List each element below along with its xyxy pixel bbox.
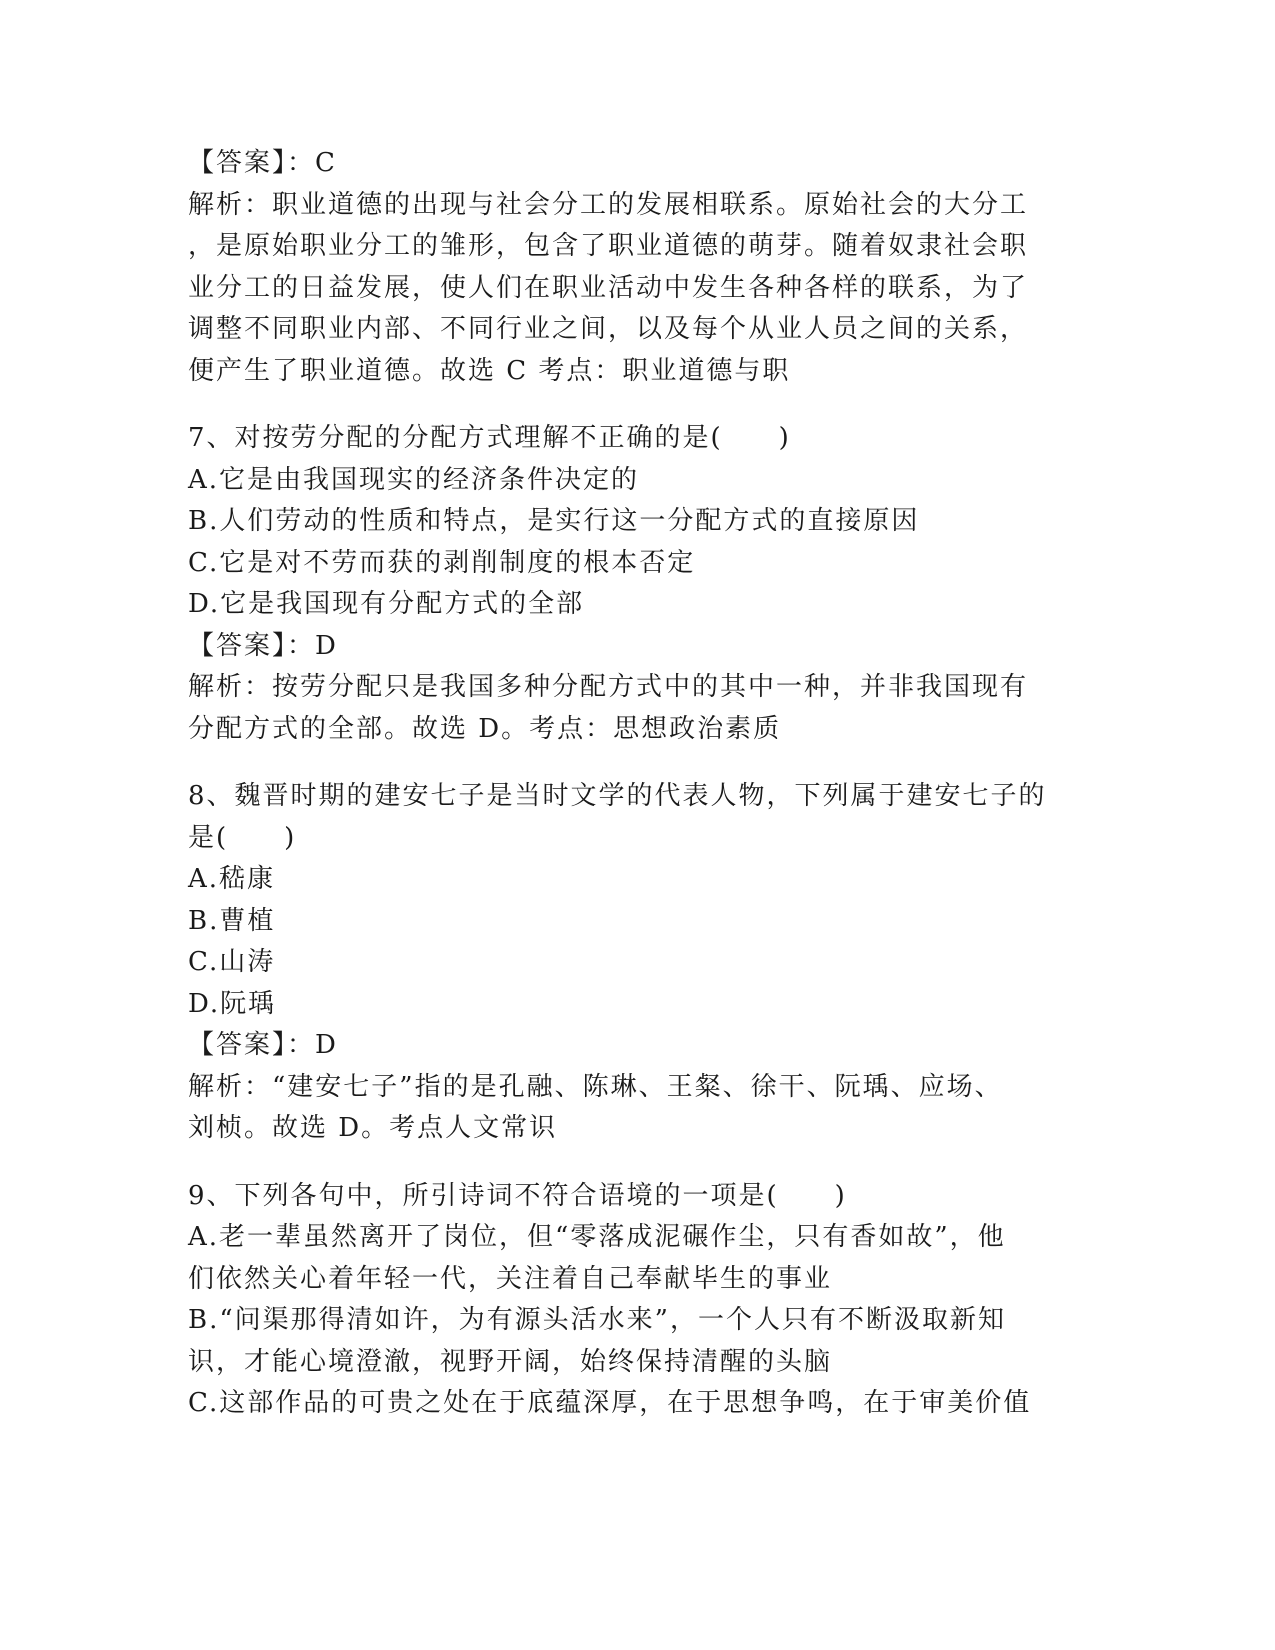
document-body [188, 143, 1088, 1425]
option-b: B.“问渠那得清如许，为有源头活水来”，一个人只有不断汲取新知 [188, 1305, 1006, 1335]
option-a: A.嵇康 [188, 864, 276, 894]
explanation-line: 刘桢。故选 D。考点人文常识 [188, 1113, 558, 1143]
answer-line: 【答案】：D [188, 1030, 338, 1060]
question-7-block [188, 418, 1088, 750]
option-a-continued: 们依然关心着年轻一代，关注着自己奉献毕生的事业 [188, 1263, 833, 1294]
explanation-line: 分配方式的全部。故选 D。考点：思想政治素质 [188, 713, 782, 744]
option-a: A.它是由我国现实的经济条件决定的 [188, 464, 640, 495]
question-stem: 8、魏晋时期的建安七子是当时文学的代表人物，下列属于建安七子的 [188, 781, 1047, 811]
section-gap [188, 1150, 1088, 1176]
explanation-line: 业分工的日益发展，使人们在职业活动中发生各种各样的联系，为了 [188, 272, 1029, 303]
explanation-line: 便产生了职业道德。故选 C 考点：职业道德与职 [188, 355, 791, 386]
question-8-block [188, 776, 1088, 1150]
question-stem: 9、下列各句中，所引诗词不符合语境的一项是( ) [188, 1180, 847, 1211]
question-6-answer-block [188, 143, 1088, 392]
question-stem: 是( ) [188, 822, 297, 853]
option-c: C.这部作品的可贵之处在于底蕴深厚，在于思想争鸣，在于审美价值 [188, 1388, 1032, 1418]
option-d: D.阮瑀 [188, 988, 277, 1019]
option-b: B.曹植 [188, 905, 276, 936]
answer-line: 【答案】：D [188, 630, 338, 661]
question-9-block [188, 1176, 1088, 1425]
question-stem: 7、对按劳分配的分配方式理解不正确的是( ) [188, 423, 791, 453]
section-gap [188, 750, 1088, 776]
option-d: D.它是我国现有分配方式的全部 [188, 589, 585, 619]
explanation-line: 解析：按劳分配只是我国多种分配方式中的其中一种，并非我国现有 [188, 672, 1029, 702]
option-b-continued: 识，才能心境澄澈，视野开阔，始终保持清醒的头脑 [188, 1346, 833, 1377]
explanation-line: ，是原始职业分工的雏形，包含了职业道德的萌芽。随着奴隶社会职 [188, 231, 1029, 261]
answer-line: 【答案】：C [188, 148, 337, 178]
explanation-line: 调整不同职业内部、不同行业之间，以及每个从业人员之间的关系， [188, 314, 1029, 344]
option-c: C.它是对不劳而获的剥削制度的根本否定 [188, 547, 696, 578]
option-b: B.人们劳动的性质和特点，是实行这一分配方式的直接原因 [188, 506, 920, 536]
section-gap [188, 392, 1088, 418]
option-c: C.山涛 [188, 947, 276, 977]
explanation-line: 解析：职业道德的出现与社会分工的发展相联系。原始社会的大分工 [188, 189, 1029, 220]
explanation-line: 解析：“建安七子”指的是孔融、陈琳、王粲、徐干、阮瑀、应场、 [188, 1071, 1003, 1102]
option-a: A.老一辈虽然离开了岗位，但“零落成泥碾作尘，只有香如故”，他 [188, 1222, 1006, 1252]
